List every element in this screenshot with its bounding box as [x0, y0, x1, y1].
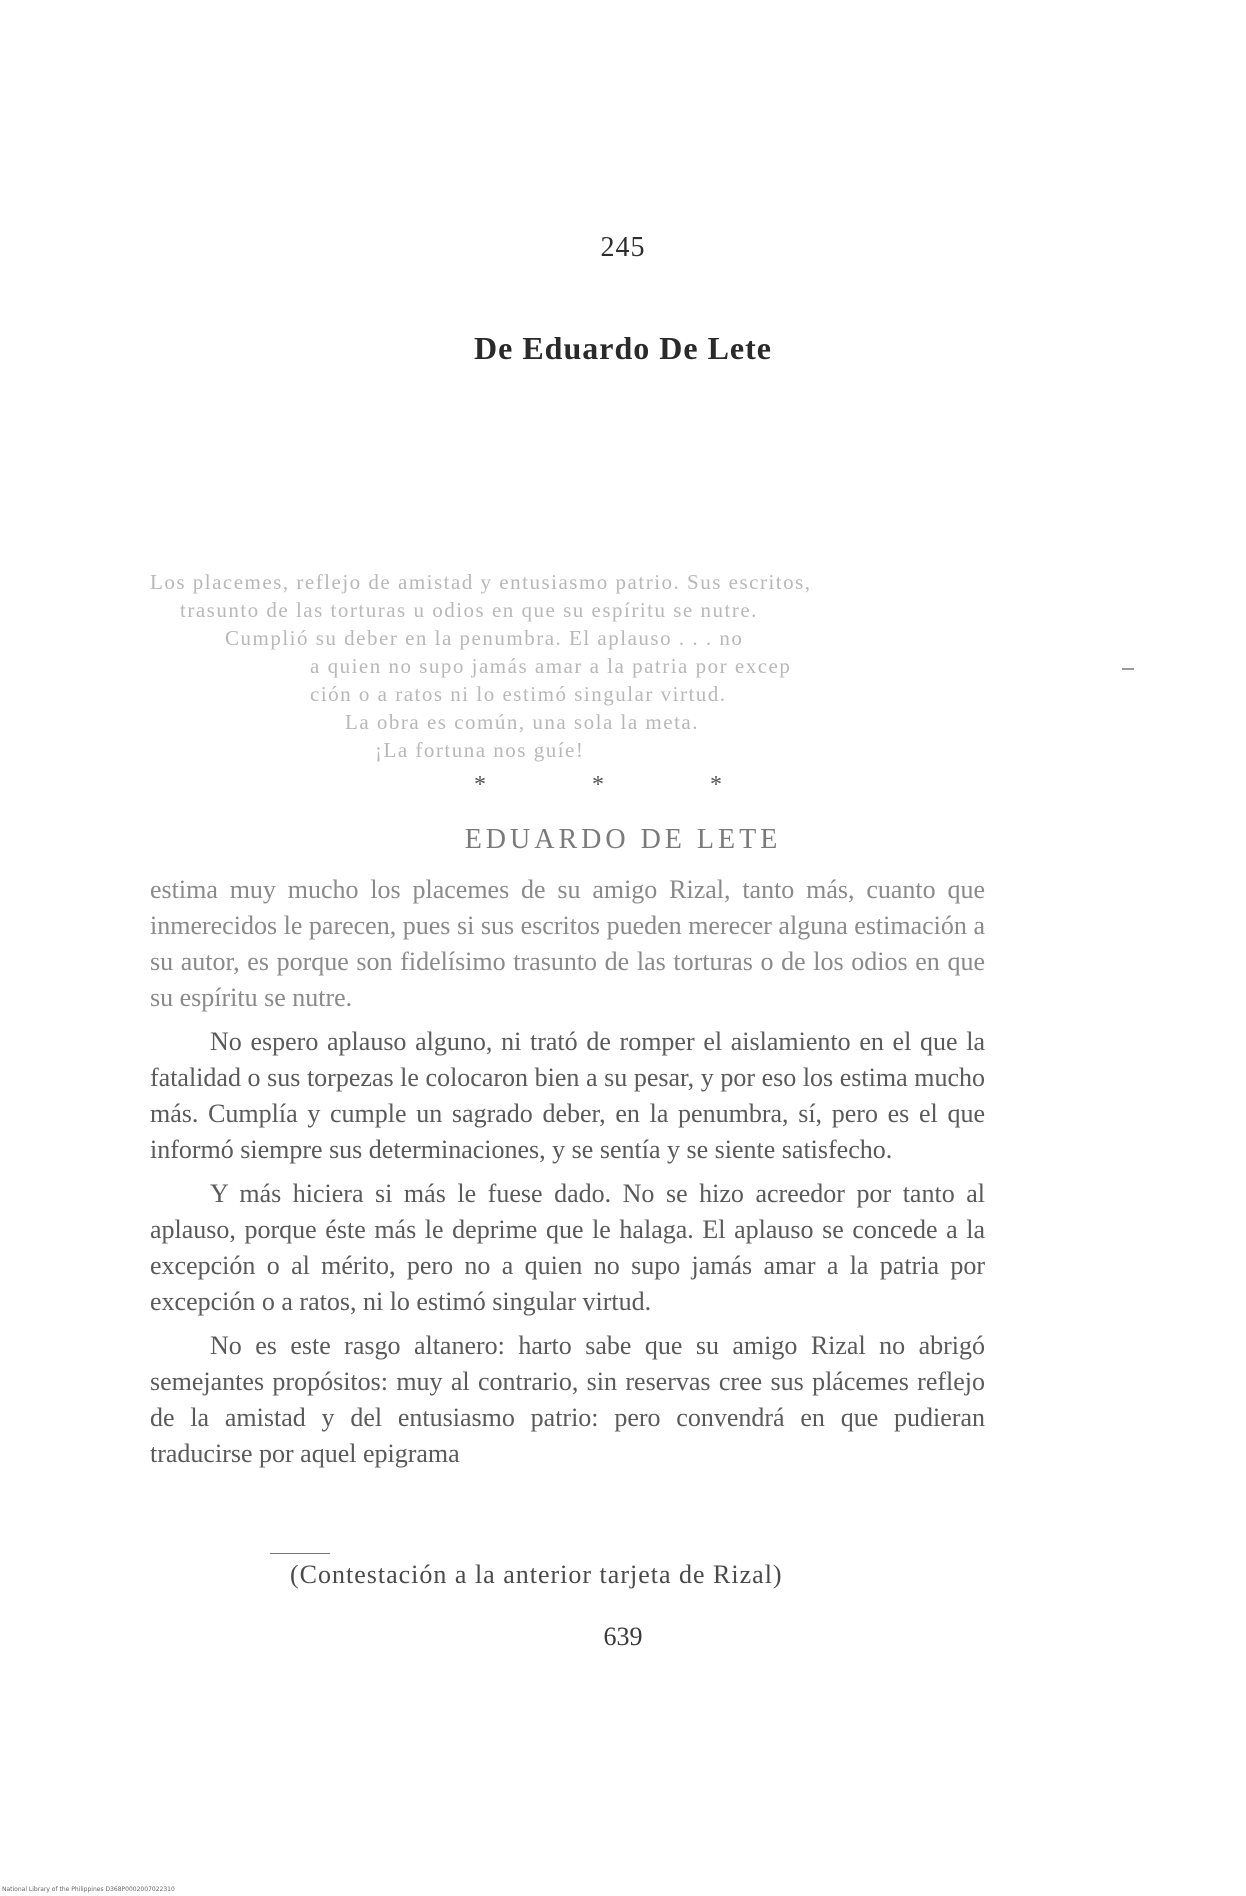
- faint-line: trasunto de las torturas u odios en que su espíritu se nutre.: [180, 598, 758, 622]
- page-number-bottom: 639: [603, 1622, 643, 1651]
- paragraph: No espero aplauso alguno, ni trató de romper el aislamiento en el que la fatalidad o sus torpezas le colocaron bien a su pesar, y por eso los estima mucho más. Cumplía y cumple un sagrado deber, en la penumbra, sí, pero es el que informó siempre sus determinaciones, y se sentía y se siente satisfecho.: [150, 1027, 985, 1164]
- faint-line: Los placemes, reflejo de amistad y entusiasmo patrio. Sus escritos,: [150, 570, 812, 594]
- library-credit: National Library of the Philippines D368P0002007022310: [2, 1886, 175, 1893]
- faint-line: ción o a ratos ni lo estimó singular virtud.: [310, 682, 727, 706]
- page-number-top: 245: [600, 232, 646, 263]
- document-heading: De Eduardo De Lete: [474, 330, 772, 366]
- faint-line: Cumplió su deber en la penumbra. El aplauso . . . no: [225, 626, 744, 650]
- paragraph: No es este rasgo altanero: harto sabe que su amigo Rizal no abrigó semejantes propósitos: muy al contrario, sin reservas cree sus plácemes reflejo de la amistad y del entusiasmo patrio: pero convendrá en que pudieran traducirse por aquel epigrama: [150, 1331, 985, 1468]
- faint-line: a quien no supo jamás amar a la patria por excep: [310, 654, 792, 678]
- footnote: (Contestación a la anterior tarjeta de Rizal): [290, 1560, 783, 1589]
- body-text: [150, 872, 985, 1480]
- author-signature: EDUARDO DE LETE: [464, 824, 782, 855]
- faint-line: La obra es común, una sola la meta.: [345, 710, 699, 734]
- faint-show-through-text: [150, 568, 995, 764]
- faint-line: ¡La fortuna nos guíe!: [375, 738, 585, 762]
- asterism-divider: * * *: [474, 772, 772, 798]
- footnote-rule: [270, 1553, 330, 1554]
- paragraph: estima muy mucho los placemes de su amigo Rizal, tanto más, cuanto que inmerecidos le parecen, pues si sus escritos pueden merecer alguna estimación a su autor, es porque son fidelísimo trasunto de las torturas o de los odios en que su espíritu se nutre.: [150, 875, 985, 1012]
- margin-mark: [1122, 668, 1134, 670]
- paragraph: Y más hiciera si más le fuese dado. No se hizo acreedor por tanto al aplauso, porque éste más le deprime que le halaga. El aplauso se concede a la excepción o al mérito, pero no a quien no supo jamás amar a la patria por excepción o a ratos, ni lo estimó singular virtud.: [150, 1179, 985, 1316]
